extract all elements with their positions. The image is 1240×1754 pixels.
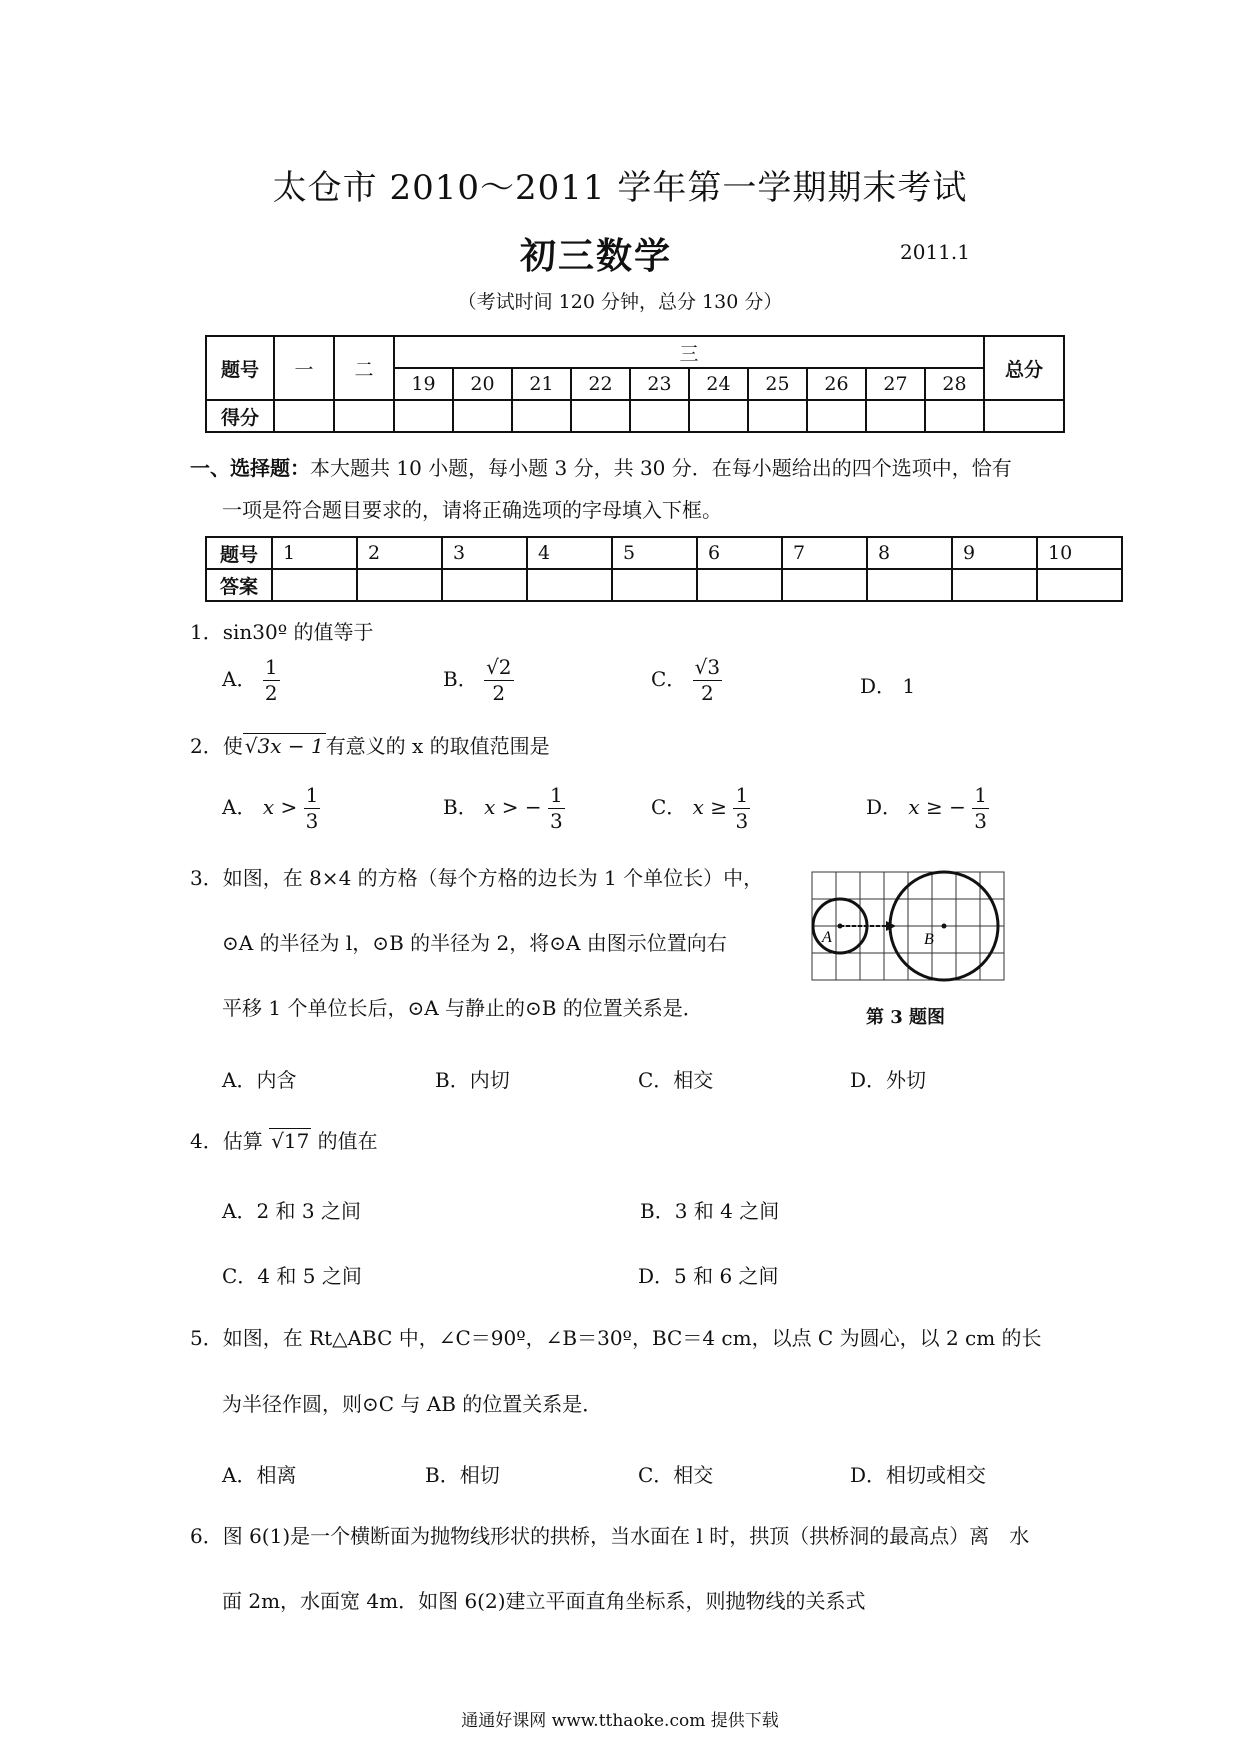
q6-line2: 面 2m，水面宽 4m．如图 6(2)建立平面直角坐标系，则抛物线的关系式 xyxy=(222,1589,866,1613)
q1-c-num: √3 xyxy=(694,655,721,679)
score-cell[interactable] xyxy=(571,400,630,432)
exam-info: （考试时间 120 分钟，总分 130 分） xyxy=(457,291,783,313)
q1-option-a xyxy=(222,655,280,706)
score-cell[interactable] xyxy=(630,400,689,432)
q2-b-den: 3 xyxy=(549,809,563,833)
score-cell[interactable] xyxy=(453,400,512,432)
sqrt-icon: √ xyxy=(271,1129,284,1153)
section1-intro xyxy=(190,452,1012,481)
answer-row2-label: 答案 xyxy=(206,569,272,601)
answer-cell[interactable] xyxy=(527,569,612,601)
exam-title: 太仓市 2010～2011 学年第一学期期末考试 xyxy=(272,168,968,208)
q1-option-d: D． 1 xyxy=(860,674,916,698)
q2-c-num: 1 xyxy=(735,783,749,807)
q2-option-c xyxy=(651,783,750,834)
q3-option-c: C．相交 xyxy=(638,1068,714,1092)
score-row-label: 题号 xyxy=(206,336,274,400)
score-col-3: 三 xyxy=(394,336,984,368)
q4-option-c: C．4 和 5 之间 xyxy=(222,1264,362,1288)
q3-option-b: B．内切 xyxy=(435,1068,510,1092)
q5-line2: 为半径作圆，则⊙C 与 AB 的位置关系是． xyxy=(222,1392,603,1416)
q2-pre: 2．使 xyxy=(190,734,243,758)
answer-cell[interactable] xyxy=(357,569,442,601)
q3-option-d: D．外切 xyxy=(850,1068,927,1092)
q4-radicand: 17 xyxy=(283,1129,310,1153)
score-subcol: 22 xyxy=(571,368,630,400)
score-cell[interactable] xyxy=(334,400,394,432)
score-cell[interactable] xyxy=(274,400,334,432)
answer-cell[interactable] xyxy=(1037,569,1122,601)
label-a: A xyxy=(822,929,832,946)
score-subcol: 25 xyxy=(748,368,807,400)
q4-radical xyxy=(269,1128,311,1153)
section1-text1: 本大题共 10 小题，每小题 3 分，共 30 分．在每小题给出的四个选项中，恰有 xyxy=(310,456,1012,480)
q2-d-num: 1 xyxy=(974,783,988,807)
score-cell[interactable] xyxy=(394,400,453,432)
q1-c-fraction xyxy=(693,655,722,706)
q4-pre: 4．估算 xyxy=(190,1129,263,1153)
answer-cell[interactable] xyxy=(782,569,867,601)
q2-radical xyxy=(243,733,326,758)
q5-option-d: D．相切或相交 xyxy=(850,1463,987,1487)
answer-col: 8 xyxy=(867,537,952,569)
q5-line1: 5．如图，在 Rt△ABC 中，∠C＝90º，∠B＝30º，BC＝4 cm，以点 C 为圆心，以 2 cm 的长 xyxy=(190,1326,1042,1350)
q1-c-label: C． xyxy=(651,667,687,691)
q2-d-label: D． xyxy=(866,795,903,819)
score-cell[interactable] xyxy=(984,400,1064,432)
answer-col: 6 xyxy=(697,537,782,569)
score-cell[interactable] xyxy=(689,400,748,432)
q1-b-den: 2 xyxy=(492,681,506,705)
q2-a-den: 3 xyxy=(305,809,319,833)
q2-b-rel: x > − xyxy=(484,795,542,819)
q2-stem xyxy=(190,736,550,756)
answer-col: 3 xyxy=(442,537,527,569)
answer-col: 4 xyxy=(527,537,612,569)
q4-option-a: A．2 和 3 之间 xyxy=(222,1199,361,1223)
score-cell[interactable] xyxy=(866,400,925,432)
q2-a-fraction xyxy=(304,783,321,834)
score-subcol: 19 xyxy=(394,368,453,400)
answer-cell[interactable] xyxy=(442,569,527,601)
answer-cell[interactable] xyxy=(867,569,952,601)
q2-a-rel: x > xyxy=(262,795,298,819)
q1-option-c xyxy=(651,655,722,706)
score-cell[interactable] xyxy=(807,400,866,432)
q3-line3: 平移 1 个单位长后，⊙A 与静止的⊙B 的位置关系是． xyxy=(222,996,703,1020)
answer-cell[interactable] xyxy=(697,569,782,601)
score-subcol: 28 xyxy=(925,368,984,400)
answer-col: 7 xyxy=(782,537,867,569)
score-table xyxy=(205,335,1065,433)
score-subcol: 24 xyxy=(689,368,748,400)
q2-option-d xyxy=(866,783,989,834)
section1-label: 一、选择题： xyxy=(190,456,310,480)
q2-option-a xyxy=(222,783,320,834)
score-cell[interactable] xyxy=(512,400,571,432)
q3-figure-caption: 第 3 题图 xyxy=(866,1007,946,1028)
q1-b-fraction xyxy=(484,655,513,706)
sqrt-icon: √ xyxy=(244,734,258,758)
q1-b-num: √2 xyxy=(486,655,512,679)
answer-col: 2 xyxy=(357,537,442,569)
score-row2-label: 得分 xyxy=(206,400,274,432)
label-b: B xyxy=(924,931,934,948)
score-cell[interactable] xyxy=(748,400,807,432)
q1-a-label: A． xyxy=(222,667,257,691)
q2-a-num: 1 xyxy=(305,783,319,807)
q2-d-rel: x ≥ − xyxy=(908,795,966,819)
q5-option-b: B．相切 xyxy=(425,1463,500,1487)
answer-col: 9 xyxy=(952,537,1037,569)
score-total-label: 总分 xyxy=(984,336,1064,400)
q2-b-num: 1 xyxy=(549,783,563,807)
q2-c-fraction xyxy=(733,783,750,834)
answer-cell[interactable] xyxy=(272,569,357,601)
answer-col: 1 xyxy=(272,537,357,569)
answer-col: 5 xyxy=(612,537,697,569)
q3-line2: ⊙A 的半径为 l，⊙B 的半径为 2，将⊙A 由图示位置向右 xyxy=(222,931,727,955)
answer-table xyxy=(205,536,1123,602)
q4-post: 的值在 xyxy=(317,1129,378,1153)
q2-d-fraction xyxy=(972,783,989,834)
q2-post: 有意义的 x 的取值范围是 xyxy=(325,734,550,758)
q1-stem: 1．sin30º 的值等于 xyxy=(190,620,374,644)
q6-line1: 6．图 6(1)是一个横断面为抛物线形状的拱桥，当水面在 l 时，拱顶（拱桥洞的最高点）离 水 xyxy=(190,1524,1030,1548)
q3-option-a: A．内含 xyxy=(222,1068,297,1092)
q1-b-label: B． xyxy=(443,667,478,691)
q2-b-label: B． xyxy=(443,795,478,819)
q5-option-a: A．相离 xyxy=(222,1463,297,1487)
q2-d-den: 3 xyxy=(974,809,988,833)
answer-col: 10 xyxy=(1037,537,1122,569)
section1-text2: 一项是符合题目要求的，请将正确选项的字母填入下框。 xyxy=(222,498,722,522)
q1-c-den: 2 xyxy=(701,681,714,705)
q4-stem xyxy=(190,1131,378,1151)
score-subcol: 27 xyxy=(866,368,925,400)
q1-a-den: 2 xyxy=(264,681,278,705)
q5-option-c: C．相交 xyxy=(638,1463,714,1487)
q4-option-b: B．3 和 4 之间 xyxy=(640,1199,780,1223)
q3-line1: 3．如图，在 8×4 的方格（每个方格的边长为 1 个单位长）中， xyxy=(190,866,764,890)
q2-option-b xyxy=(443,783,565,834)
subject-title: 初三数学 xyxy=(520,235,673,277)
q2-a-label: A． xyxy=(222,795,257,819)
q4-option-d: D．5 和 6 之间 xyxy=(638,1264,779,1288)
score-cell[interactable] xyxy=(925,400,984,432)
score-col-2: 二 xyxy=(334,336,394,400)
center-b-dot xyxy=(942,924,947,929)
score-subcol: 26 xyxy=(807,368,866,400)
answer-cell[interactable] xyxy=(612,569,697,601)
exam-date: 2011.1 xyxy=(900,240,970,264)
score-subcol: 20 xyxy=(453,368,512,400)
q2-c-rel: x ≥ xyxy=(692,795,728,819)
answer-row-label: 题号 xyxy=(206,537,272,569)
q2-b-fraction xyxy=(548,783,565,834)
q1-a-fraction xyxy=(263,655,280,706)
score-subcol: 21 xyxy=(512,368,571,400)
q1-a-num: 1 xyxy=(264,655,278,679)
q3-figure xyxy=(810,870,1010,990)
q2-c-den: 3 xyxy=(735,809,749,833)
score-col-1: 一 xyxy=(274,336,334,400)
score-subcol: 23 xyxy=(630,368,689,400)
footer-credit: 通通好课网 www.tthaoke.com 提供下载 xyxy=(461,1711,779,1731)
answer-cell[interactable] xyxy=(952,569,1037,601)
q1-option-b xyxy=(443,655,514,706)
q2-radicand: 3x − 1 xyxy=(257,734,324,758)
q2-c-label: C． xyxy=(651,795,687,819)
